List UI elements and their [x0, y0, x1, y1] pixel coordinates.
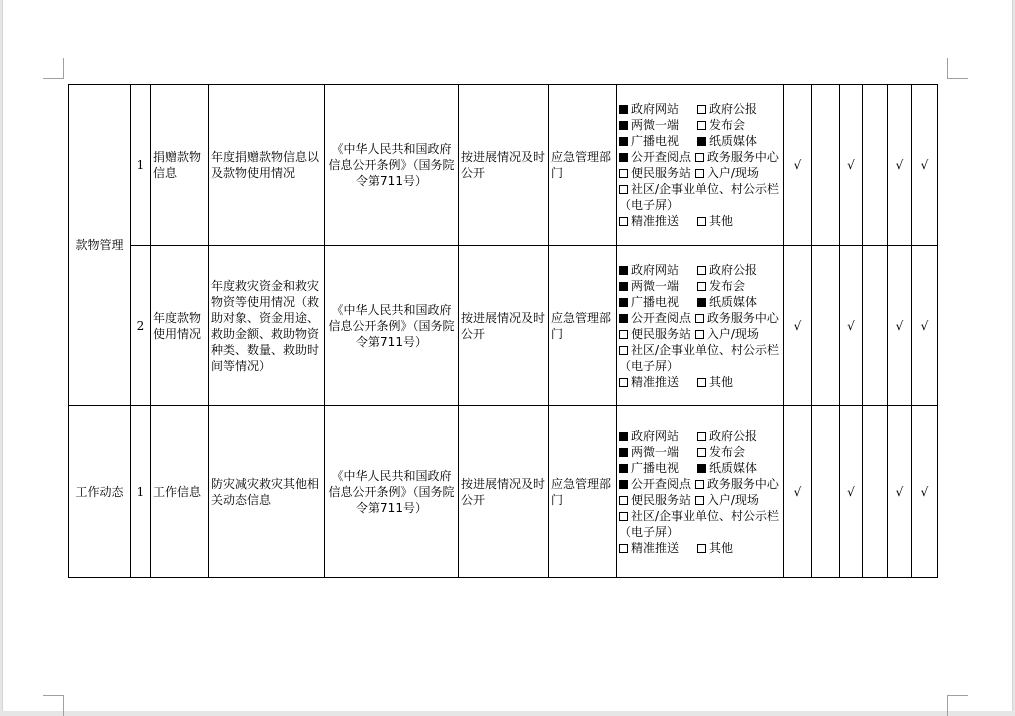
channel-gazette: 政府公报 — [709, 428, 758, 443]
check-mark: √ — [912, 85, 938, 246]
checkbox-radio-tv — [619, 298, 628, 307]
channel-board: 社区/企事业单位、村公示栏（电子屏） — [619, 342, 780, 373]
channel-other: 其他 — [709, 540, 734, 555]
check-mark — [863, 406, 888, 578]
item-number: 2 — [131, 246, 151, 406]
channel-paper: 纸质媒体 — [709, 294, 758, 309]
item-name: 年度款物使用情况 — [151, 246, 209, 406]
checkbox-door — [695, 496, 704, 505]
check-mark: √ — [888, 406, 912, 578]
channel-door: 入户/现场 — [706, 492, 759, 507]
channel-push: 精准推送 — [631, 214, 680, 228]
channel-board: 社区/企事业单位、村公示栏（电子屏） — [619, 508, 780, 539]
channel-reading-point: 公开查阅点 — [631, 476, 692, 491]
legal-basis: 《中华人民共和国政府信息公开条例》（国务院令第711号） — [325, 406, 459, 578]
checkbox-wei — [619, 282, 628, 291]
checkbox-paper — [697, 464, 706, 473]
disclosure-timing: 按进展情况及时公开 — [459, 246, 549, 406]
channel-other: 其他 — [709, 374, 734, 389]
checkbox-other — [697, 217, 706, 226]
channel-gov-site: 政府网站 — [631, 262, 680, 277]
check-mark — [812, 246, 840, 406]
check-mark: √ — [784, 246, 812, 406]
checkbox-gov-site — [619, 105, 628, 114]
checkbox-gov-site — [619, 266, 628, 275]
responsible-department: 应急管理部门 — [549, 246, 617, 406]
channel-wei: 两微一端 — [631, 278, 680, 293]
check-mark — [863, 85, 888, 246]
legal-basis: 《中华人民共和国政府信息公开条例》（国务院令第711号） — [325, 85, 459, 246]
checkbox-wei — [619, 448, 628, 457]
checkbox-radio-tv — [619, 464, 628, 473]
channel-list — [617, 85, 784, 246]
item-number: 1 — [131, 85, 151, 246]
checkbox-paper — [697, 137, 706, 146]
crop-mark-top-right — [947, 58, 968, 79]
check-mark — [812, 406, 840, 578]
channel-convenience: 便民服务站 — [631, 166, 692, 180]
check-mark: √ — [888, 246, 912, 406]
item-number: 1 — [131, 406, 151, 578]
checkbox-service-center — [695, 314, 704, 323]
check-mark: √ — [840, 246, 863, 406]
channel-push: 精准推送 — [631, 374, 680, 389]
checkbox-wei — [619, 121, 628, 130]
item-content: 年度捐赠款物信息以及款物使用情况 — [209, 85, 325, 246]
item-name: 工作信息 — [151, 406, 209, 578]
checkbox-service-center — [695, 153, 704, 162]
checkbox-reading-point — [619, 480, 628, 489]
checkbox-convenience — [619, 330, 628, 339]
channel-board: 社区/企事业单位、村公示栏（电子屏） — [619, 182, 780, 212]
checkbox-push — [619, 217, 628, 226]
checkbox-other — [697, 378, 706, 387]
checkbox-reading-point — [619, 153, 628, 162]
checkbox-board — [619, 185, 628, 194]
checkbox-press — [697, 121, 706, 130]
check-mark: √ — [840, 85, 863, 246]
check-mark: √ — [888, 85, 912, 246]
channel-radio-tv: 广播电视 — [631, 460, 680, 475]
channel-reading-point: 公开查阅点 — [631, 310, 692, 325]
channel-push: 精准推送 — [631, 540, 680, 555]
checkbox-convenience — [619, 496, 628, 505]
checkbox-radio-tv — [619, 137, 628, 146]
checkbox-board — [619, 512, 628, 521]
channel-paper: 纸质媒体 — [709, 460, 758, 475]
channel-radio-tv: 广播电视 — [631, 294, 680, 309]
responsible-department: 应急管理部门 — [549, 85, 617, 246]
checkbox-convenience — [619, 169, 628, 178]
check-mark: √ — [840, 406, 863, 578]
check-mark: √ — [784, 406, 812, 578]
checkbox-board — [619, 346, 628, 355]
item-content: 防灾减灾救灾其他相关动态信息 — [209, 406, 325, 578]
checkbox-paper — [697, 298, 706, 307]
item-content: 年度救灾资金和救灾物资等使用情况（救助对象、资金用途、救助金额、救助物资种类、数量、救助时间等情况） — [209, 246, 325, 406]
channel-press: 发布会 — [709, 278, 746, 293]
check-mark: √ — [912, 406, 938, 578]
channel-gov-site: 政府网站 — [631, 102, 680, 116]
channel-wei: 两微一端 — [631, 444, 680, 459]
table-row — [69, 246, 938, 406]
check-mark — [863, 246, 888, 406]
channel-gazette: 政府公报 — [709, 102, 758, 116]
crop-mark-bottom-right — [947, 695, 968, 716]
channel-door: 入户/现场 — [706, 166, 759, 180]
checkbox-gov-site — [619, 432, 628, 441]
channel-service-center: 政务服务中心 — [706, 150, 779, 164]
table-row — [69, 406, 938, 578]
channel-reading-point: 公开查阅点 — [631, 150, 692, 164]
checkbox-push — [619, 378, 628, 387]
checkbox-reading-point — [619, 314, 628, 323]
responsible-department: 应急管理部门 — [549, 406, 617, 578]
channel-press: 发布会 — [709, 444, 746, 459]
item-name: 捐赠款物信息 — [151, 85, 209, 246]
checkbox-service-center — [695, 480, 704, 489]
category-cell: 工作动态 — [69, 406, 131, 578]
checkbox-press — [697, 282, 706, 291]
channel-convenience: 便民服务站 — [631, 492, 692, 507]
channel-list — [617, 246, 784, 406]
checkbox-press — [697, 448, 706, 457]
legal-basis: 《中华人民共和国政府信息公开条例》（国务院令第711号） — [325, 246, 459, 406]
checkbox-other — [697, 544, 706, 553]
channel-other: 其他 — [709, 214, 734, 228]
table-row — [69, 85, 938, 246]
channel-service-center: 政务服务中心 — [706, 310, 779, 325]
crop-mark-bottom-left — [43, 695, 64, 716]
checkbox-door — [695, 169, 704, 178]
disclosure-timing: 按进展情况及时公开 — [459, 406, 549, 578]
check-mark — [812, 85, 840, 246]
checkbox-gazette — [697, 266, 706, 275]
channel-press: 发布会 — [709, 118, 746, 132]
check-mark: √ — [912, 246, 938, 406]
channel-convenience: 便民服务站 — [631, 326, 692, 341]
channel-gazette: 政府公报 — [709, 262, 758, 277]
channel-service-center: 政务服务中心 — [706, 476, 779, 491]
checkbox-door — [695, 330, 704, 339]
check-mark: √ — [784, 85, 812, 246]
crop-mark-top-left — [43, 58, 64, 79]
channel-gov-site: 政府网站 — [631, 428, 680, 443]
checkbox-gazette — [697, 105, 706, 114]
disclosure-timing: 按进展情况及时公开 — [459, 85, 549, 246]
category-cell: 款物管理 — [69, 85, 131, 406]
disclosure-table — [68, 84, 938, 578]
channel-radio-tv: 广播电视 — [631, 134, 680, 148]
channel-paper: 纸质媒体 — [709, 134, 758, 148]
checkbox-gazette — [697, 432, 706, 441]
channel-list — [617, 406, 784, 578]
channel-wei: 两微一端 — [631, 118, 680, 132]
checkbox-push — [619, 544, 628, 553]
channel-door: 入户/现场 — [706, 326, 759, 341]
